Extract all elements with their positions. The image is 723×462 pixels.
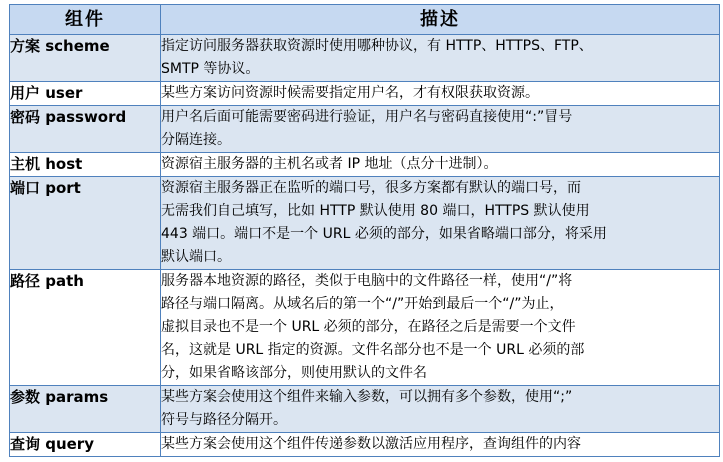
row-description bbox=[161, 82, 720, 106]
table-row bbox=[10, 82, 720, 106]
description-line: 名，这就是 URL 指定的资源。文件名部分也不是一个 URL 必须的部 bbox=[161, 342, 585, 358]
row-component: 密码 password bbox=[10, 106, 161, 153]
table-header-row bbox=[10, 5, 720, 35]
description-line: 默认端口。 bbox=[161, 249, 231, 265]
row-component: 查询 query bbox=[10, 433, 161, 457]
description-line: 某些方案访问资源时候需要指定用户名，才有权限获取资源。 bbox=[161, 85, 539, 101]
table-row bbox=[10, 153, 720, 177]
table-row bbox=[10, 106, 720, 153]
table-row bbox=[10, 386, 720, 433]
description-line: 某些方案会使用这个组件来输入参数，可以拥有多个参数，使用“;” bbox=[161, 389, 573, 405]
table-row bbox=[10, 35, 720, 82]
description-line: 分隔连接。 bbox=[161, 132, 231, 148]
header-description: 描述 bbox=[161, 5, 720, 35]
description-line: SMTP 等协议。 bbox=[161, 61, 260, 77]
row-description bbox=[161, 270, 720, 386]
row-component: 方案 scheme bbox=[10, 35, 161, 82]
description-line: 某些方案会使用这个组件传递参数以激活应用程序，查询组件的内容 bbox=[161, 436, 581, 452]
url-components-table bbox=[9, 4, 720, 457]
description-line: 无需我们自己填写，比如 HTTP 默认使用 80 端口，HTTPS 默认使用 bbox=[161, 203, 590, 219]
table-row bbox=[10, 433, 720, 457]
description-line: 指定访问服务器获取资源时使用哪种协议，有 HTTP、HTTPS、FTP、 bbox=[161, 38, 593, 54]
row-component: 用户 user bbox=[10, 82, 161, 106]
description-line: 路径与端口隔离。从域名后的第一个“/”开始到最后一个“/”为止， bbox=[161, 296, 564, 312]
row-component: 参数 params bbox=[10, 386, 161, 433]
description-line: 资源宿主服务器正在监听的端口号，很多方案都有默认的端口号，而 bbox=[161, 180, 581, 196]
row-description bbox=[161, 153, 720, 177]
row-component: 主机 host bbox=[10, 153, 161, 177]
row-description bbox=[161, 433, 720, 457]
row-component: 端口 port bbox=[10, 177, 161, 270]
row-description bbox=[161, 386, 720, 433]
header-component: 组件 bbox=[10, 5, 161, 35]
description-line: 虚拟目录也不是一个 URL 必须的部分，在路径之后是需要一个文件 bbox=[161, 319, 576, 335]
table-row bbox=[10, 270, 720, 386]
description-line: 符号与路径分隔开。 bbox=[161, 412, 287, 428]
row-description bbox=[161, 106, 720, 153]
row-component: 路径 path bbox=[10, 270, 161, 386]
description-line: 资源宿主服务器的主机名或者 IP 地址（点分十进制）。 bbox=[161, 156, 498, 172]
description-line: 分，如果省略该部分，则使用默认的文件名 bbox=[161, 365, 427, 381]
row-description bbox=[161, 177, 720, 270]
description-line: 服务器本地资源的路径，类似于电脑中的文件路径一样，使用“/”将 bbox=[161, 273, 573, 289]
description-line: 用户名后面可能需要密码进行验证，用户名与密码直接使用“:”冒号 bbox=[161, 109, 573, 125]
description-line: 443 端口。端口不是一个 URL 必须的部分，如果省略端口部分，将采用 bbox=[161, 226, 607, 242]
table-row bbox=[10, 177, 720, 270]
row-description bbox=[161, 35, 720, 82]
